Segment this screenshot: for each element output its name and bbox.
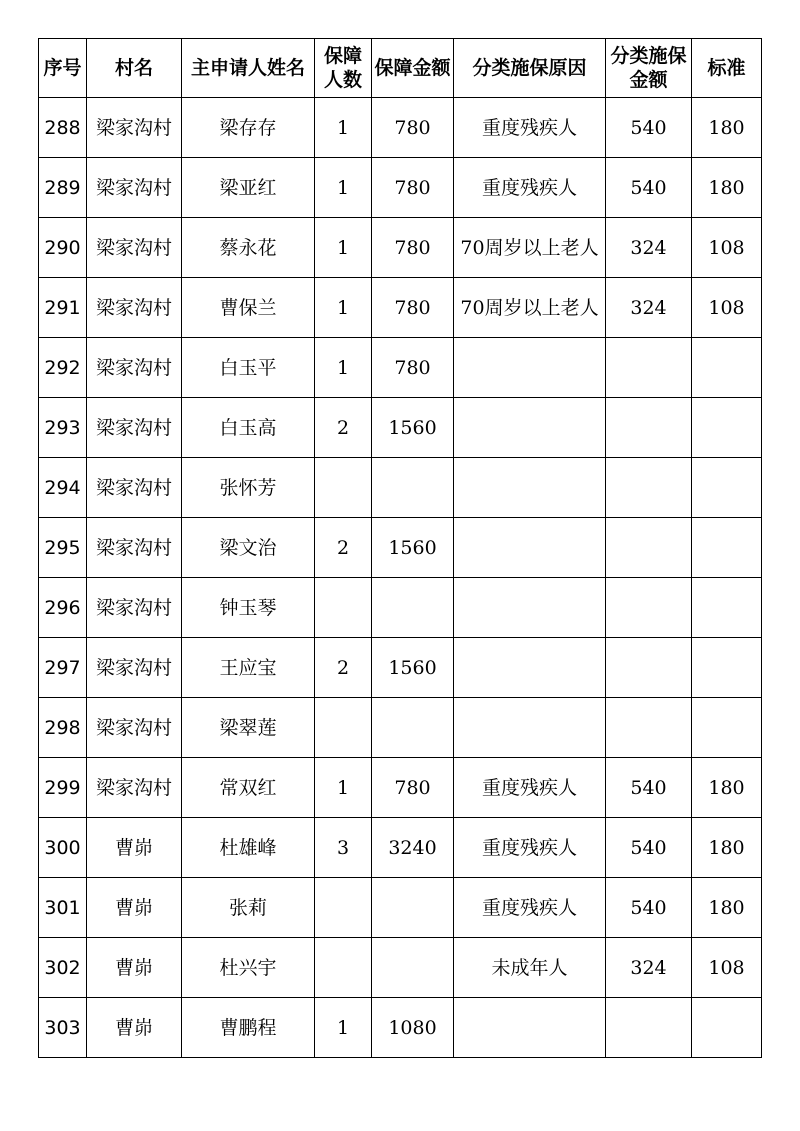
table-row [39, 698, 762, 758]
cell-applicant: 梁翠莲 [182, 698, 315, 758]
header-reason: 分类施保原因 [454, 39, 606, 98]
cell-applicant: 白玉高 [182, 398, 315, 458]
cell-reason: 重度残疾人 [454, 818, 606, 878]
cell-applicant: 钟玉琴 [182, 578, 315, 638]
cell-seq: 300 [39, 818, 87, 878]
cell-reason [454, 518, 606, 578]
cell-village: 梁家沟村 [87, 458, 182, 518]
cell-amount [372, 938, 454, 998]
cell-amount: 780 [372, 758, 454, 818]
cell-reason: 重度残疾人 [454, 758, 606, 818]
header-row [39, 39, 762, 98]
cell-village: 梁家沟村 [87, 158, 182, 218]
table-row [39, 98, 762, 158]
cell-seq: 296 [39, 578, 87, 638]
cell-seq: 289 [39, 158, 87, 218]
cell-persons: 2 [315, 638, 372, 698]
cell-persons [315, 578, 372, 638]
table-row [39, 578, 762, 638]
cell-standard: 180 [692, 758, 762, 818]
table-body [39, 98, 762, 1058]
cell-standard [692, 638, 762, 698]
cell-applicant: 杜兴宇 [182, 938, 315, 998]
cell-amount: 1560 [372, 398, 454, 458]
cell-village: 梁家沟村 [87, 98, 182, 158]
cell-reason: 重度残疾人 [454, 878, 606, 938]
cell-persons [315, 878, 372, 938]
table-row [39, 998, 762, 1058]
cell-village: 梁家沟村 [87, 698, 182, 758]
cell-seq: 293 [39, 398, 87, 458]
cell-standard [692, 578, 762, 638]
cell-standard [692, 458, 762, 518]
cell-amount: 1560 [372, 638, 454, 698]
cell-persons [315, 458, 372, 518]
cell-amount: 3240 [372, 818, 454, 878]
cell-village: 梁家沟村 [87, 578, 182, 638]
cell-applicant: 梁亚红 [182, 158, 315, 218]
table-row [39, 278, 762, 338]
cell-applicant: 常双红 [182, 758, 315, 818]
cell-persons: 1 [315, 218, 372, 278]
cell-standard [692, 398, 762, 458]
cell-seq: 299 [39, 758, 87, 818]
cell-persons [315, 938, 372, 998]
cell-reason [454, 998, 606, 1058]
cell-class-amount: 540 [606, 158, 692, 218]
cell-persons: 1 [315, 998, 372, 1058]
cell-amount: 780 [372, 278, 454, 338]
cell-persons [315, 698, 372, 758]
cell-reason: 重度残疾人 [454, 98, 606, 158]
cell-applicant: 张怀芳 [182, 458, 315, 518]
cell-persons: 1 [315, 158, 372, 218]
cell-village: 梁家沟村 [87, 398, 182, 458]
cell-standard [692, 338, 762, 398]
cell-reason [454, 578, 606, 638]
cell-village: 曹峁 [87, 998, 182, 1058]
cell-applicant: 白玉平 [182, 338, 315, 398]
cell-amount: 780 [372, 98, 454, 158]
header-village: 村名 [87, 39, 182, 98]
assistance-roster-table [38, 38, 762, 1058]
cell-seq: 303 [39, 998, 87, 1058]
cell-class-amount: 540 [606, 98, 692, 158]
cell-class-amount [606, 998, 692, 1058]
cell-class-amount [606, 398, 692, 458]
header-class-amount: 分类施保金额 [606, 39, 692, 98]
cell-amount [372, 458, 454, 518]
cell-class-amount [606, 578, 692, 638]
cell-standard: 180 [692, 158, 762, 218]
cell-amount: 1080 [372, 998, 454, 1058]
header-applicant: 主申请人姓名 [182, 39, 315, 98]
header-persons: 保障人数 [315, 39, 372, 98]
cell-village: 梁家沟村 [87, 638, 182, 698]
cell-reason [454, 398, 606, 458]
cell-seq: 290 [39, 218, 87, 278]
cell-standard [692, 518, 762, 578]
cell-standard: 180 [692, 878, 762, 938]
cell-seq: 298 [39, 698, 87, 758]
cell-class-amount [606, 698, 692, 758]
header-amount: 保障金额 [372, 39, 454, 98]
table-row [39, 398, 762, 458]
cell-village: 曹峁 [87, 818, 182, 878]
cell-seq: 302 [39, 938, 87, 998]
cell-seq: 291 [39, 278, 87, 338]
table-row [39, 158, 762, 218]
cell-class-amount [606, 458, 692, 518]
cell-applicant: 蔡永花 [182, 218, 315, 278]
cell-amount: 780 [372, 338, 454, 398]
cell-village: 梁家沟村 [87, 218, 182, 278]
table-row [39, 458, 762, 518]
cell-village: 曹峁 [87, 938, 182, 998]
cell-class-amount: 324 [606, 218, 692, 278]
cell-reason [454, 698, 606, 758]
cell-seq: 294 [39, 458, 87, 518]
cell-persons: 1 [315, 278, 372, 338]
cell-persons: 2 [315, 398, 372, 458]
cell-village: 梁家沟村 [87, 338, 182, 398]
header-seq: 序号 [39, 39, 87, 98]
cell-standard [692, 698, 762, 758]
cell-seq: 295 [39, 518, 87, 578]
cell-applicant: 曹保兰 [182, 278, 315, 338]
cell-standard [692, 998, 762, 1058]
table-row [39, 638, 762, 698]
cell-reason [454, 638, 606, 698]
cell-standard: 108 [692, 278, 762, 338]
header-standard: 标准 [692, 39, 762, 98]
cell-persons: 1 [315, 758, 372, 818]
cell-village: 曹峁 [87, 878, 182, 938]
cell-class-amount [606, 518, 692, 578]
cell-standard: 108 [692, 218, 762, 278]
cell-reason: 70周岁以上老人 [454, 218, 606, 278]
cell-applicant: 张莉 [182, 878, 315, 938]
cell-amount [372, 698, 454, 758]
table-row [39, 338, 762, 398]
cell-persons: 1 [315, 98, 372, 158]
cell-seq: 297 [39, 638, 87, 698]
cell-reason: 重度残疾人 [454, 158, 606, 218]
table-row [39, 758, 762, 818]
cell-standard: 108 [692, 938, 762, 998]
cell-persons: 1 [315, 338, 372, 398]
cell-persons: 2 [315, 518, 372, 578]
cell-standard: 180 [692, 818, 762, 878]
cell-amount [372, 578, 454, 638]
cell-applicant: 梁文治 [182, 518, 315, 578]
cell-amount [372, 878, 454, 938]
table-row [39, 878, 762, 938]
cell-class-amount: 540 [606, 818, 692, 878]
cell-seq: 301 [39, 878, 87, 938]
cell-applicant: 王应宝 [182, 638, 315, 698]
cell-village: 梁家沟村 [87, 518, 182, 578]
cell-class-amount: 324 [606, 278, 692, 338]
cell-reason: 未成年人 [454, 938, 606, 998]
table-row [39, 818, 762, 878]
table-row [39, 218, 762, 278]
cell-seq: 288 [39, 98, 87, 158]
cell-amount: 1560 [372, 518, 454, 578]
cell-applicant: 梁存存 [182, 98, 315, 158]
cell-applicant: 杜雄峰 [182, 818, 315, 878]
cell-class-amount: 540 [606, 878, 692, 938]
cell-class-amount: 324 [606, 938, 692, 998]
cell-village: 梁家沟村 [87, 758, 182, 818]
cell-class-amount: 540 [606, 758, 692, 818]
cell-standard: 180 [692, 98, 762, 158]
cell-applicant: 曹鹏程 [182, 998, 315, 1058]
cell-village: 梁家沟村 [87, 278, 182, 338]
cell-reason [454, 458, 606, 518]
cell-amount: 780 [372, 158, 454, 218]
table-row [39, 938, 762, 998]
cell-amount: 780 [372, 218, 454, 278]
cell-persons: 3 [315, 818, 372, 878]
cell-class-amount [606, 338, 692, 398]
cell-class-amount [606, 638, 692, 698]
table-row [39, 518, 762, 578]
cell-reason: 70周岁以上老人 [454, 278, 606, 338]
cell-seq: 292 [39, 338, 87, 398]
cell-reason [454, 338, 606, 398]
